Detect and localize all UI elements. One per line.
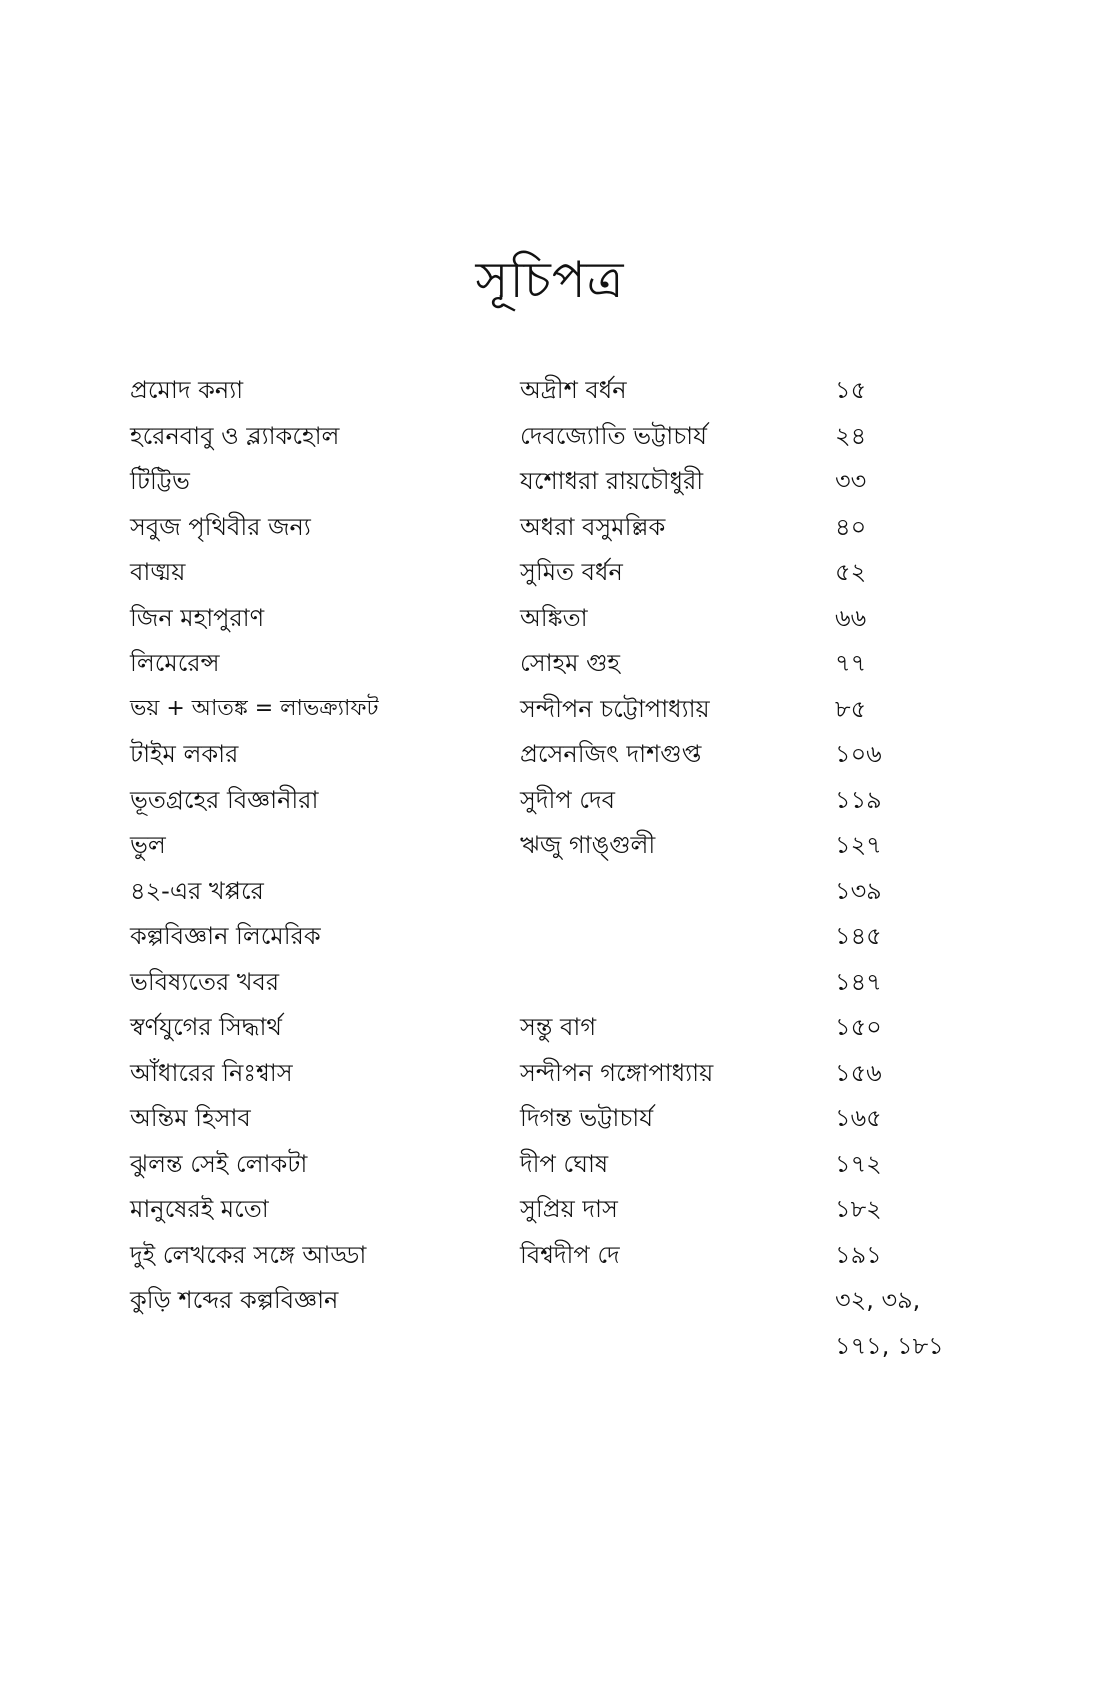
toc-title: প্রমোদ কন্যা [130,376,244,404]
toc-page-number: ১৯১ [835,1240,882,1269]
toc-row [130,1326,990,1372]
toc-row [130,370,990,416]
toc-row [130,598,990,644]
toc-author: অঙ্কিতা [520,603,588,632]
toc-title: ভবিষ্যতের খবর [130,967,280,996]
toc-title: কুড়ি শব্দের কল্পবিজ্ঞান [130,1286,339,1314]
toc-row [130,1280,990,1326]
toc-author: সুমিত বর্ধন [520,558,623,586]
toc-author: সন্দীপন চট্টোপাধ্যায় [520,694,710,723]
toc-row [130,552,990,598]
toc-title: হরেনবাবু ও ব্ল্যাকহোল [130,421,340,450]
toc-title: ভুল [130,831,166,859]
toc-page-number: ১৬৫ [835,1104,882,1132]
toc-row [130,962,990,1008]
toc-page-number: ৮৫ [835,694,867,723]
toc-page-number: ১৫০ [835,1013,882,1041]
toc-author: যশোধরা রায়চৌধুরী [520,467,704,495]
toc-author: দীপ ঘোষ [520,1149,609,1178]
toc-page-number: ১৪৭ [835,967,882,996]
toc-row [130,1144,990,1190]
toc-row [130,1098,990,1144]
toc-page-number: ১৮২ [835,1195,882,1223]
table-of-contents [130,370,990,1371]
toc-row [130,1053,990,1099]
toc-title: ভূতগ্রহের বিজ্ঞানীরা [130,785,319,814]
toc-page-number: ১৫ [835,376,867,404]
toc-author: অদ্রীশ বর্ধন [520,376,627,404]
toc-row [130,734,990,780]
toc-title: মানুষেরই মতো [130,1195,269,1223]
toc-page-number: ২৪ [835,421,867,450]
toc-row [130,1007,990,1053]
toc-page-number: ৫২ [835,558,867,586]
toc-author: সুদীপ দেব [520,785,615,814]
toc-author: দিগন্ত ভট্টাচার্য [520,1104,654,1132]
toc-page-number: ১৩৯ [835,876,882,905]
toc-page-number: ৭৭ [835,649,867,677]
toc-page-number: ৬৬ [835,603,867,632]
toc-author: বিশ্বদীপ দে [520,1240,620,1269]
toc-title: বাঙ্ময় [130,558,186,586]
toc-page-number: ১০৬ [835,740,882,768]
toc-page-number: ৪০ [835,512,867,541]
toc-author: সোহম গুহ [520,649,621,677]
toc-title: দুই লেখকের সঙ্গে আড্ডা [130,1240,367,1269]
toc-author: প্রসেনজিৎ দাশগুপ্ত [520,740,702,768]
toc-title: আঁধারের নিঃশ্বাস [130,1058,293,1087]
toc-row [130,1189,990,1235]
toc-page-number: ৩২, ৩৯, [835,1286,921,1314]
toc-author: অধরা বসুমল্লিক [520,512,666,541]
toc-row [130,416,990,462]
toc-page-number: ৩৩ [835,467,867,495]
toc-title: অন্তিম হিসাব [130,1104,251,1132]
toc-row [130,780,990,826]
toc-row [130,643,990,689]
toc-title: ৪২-এর খপ্পরে [130,876,264,905]
page-title: সূচিপত্র [475,251,625,309]
toc-title: লিমেরেন্স [130,649,220,677]
toc-row [130,461,990,507]
toc-title: স্বর্ণযুগের সিদ্ধার্থ [130,1013,282,1041]
toc-author: সুপ্রিয় দাস [520,1195,618,1223]
toc-row [130,825,990,871]
toc-page-number: ১৪৫ [835,922,882,950]
toc-title: জিন মহাপুরাণ [130,603,265,632]
toc-row [130,689,990,735]
toc-author: ঋজু গাঙ্গুলী [520,831,656,859]
toc-title: কল্পবিজ্ঞান লিমেরিক [130,922,321,950]
toc-author: সন্তু বাগ [520,1013,597,1041]
toc-page-number: ১৫৬ [835,1058,882,1087]
toc-title: সবুজ পৃথিবীর জন্য [130,512,311,541]
toc-title: ঝুলন্ত সেই লোকটা [130,1149,308,1178]
toc-title: ভয় + আতঙ্ক = লাভক্র্যাফট [130,695,379,721]
toc-row [130,507,990,553]
toc-row [130,916,990,962]
toc-row [130,871,990,917]
toc-page-number: ১৭১, ১৮১ [835,1331,944,1360]
toc-page-number: ১২৭ [835,831,882,859]
toc-row [130,1235,990,1281]
toc-title: টাইম লকার [130,740,239,768]
toc-author: সন্দীপন গঙ্গোপাধ্যায় [520,1058,714,1087]
toc-page-number: ১৭২ [835,1149,882,1178]
toc-title: টিট্টিভ [130,467,190,495]
toc-author: দেবজ্যোতি ভট্টাচার্য [520,421,707,450]
toc-page-number: ১১৯ [835,785,882,814]
